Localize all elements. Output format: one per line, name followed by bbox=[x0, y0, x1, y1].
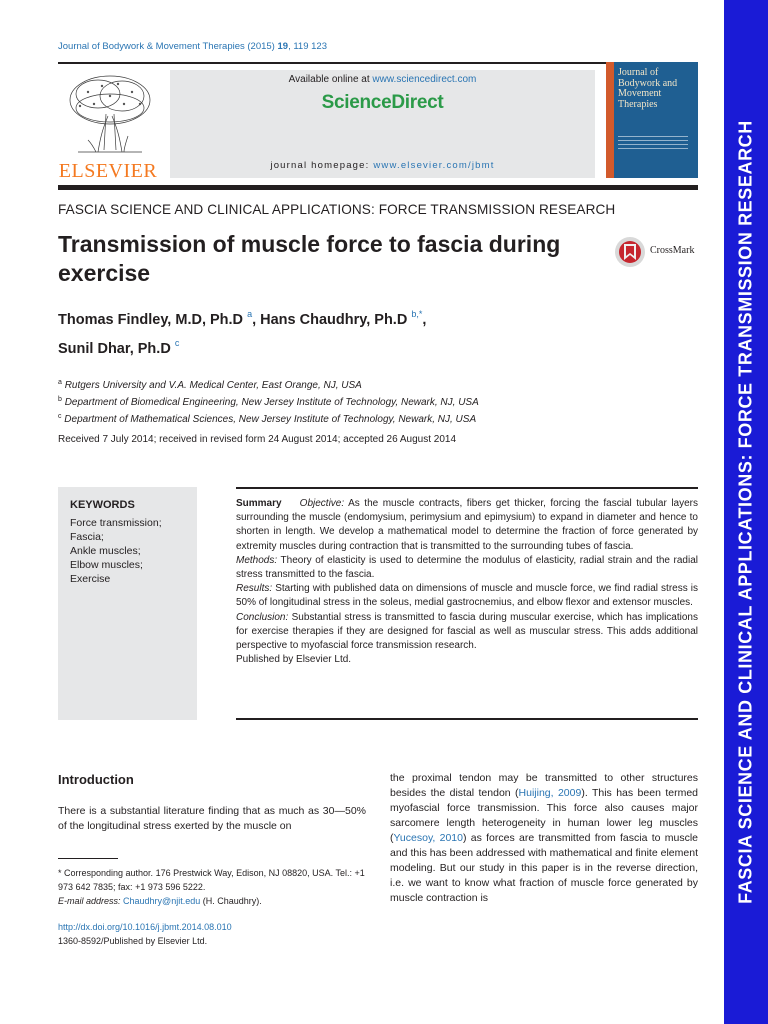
cover-spine bbox=[606, 62, 614, 178]
corresponding-footnote bbox=[58, 866, 366, 908]
abstract-bottom-rule bbox=[236, 718, 698, 720]
abstract-top-rule bbox=[236, 487, 698, 489]
keyword-item: Fascia; bbox=[70, 531, 104, 543]
sciencedirect-link[interactable]: www.sciencedirect.com bbox=[372, 74, 477, 85]
doi-link[interactable]: http://dx.doi.org/10.1016/j.jbmt.2014.08.010 bbox=[58, 922, 232, 932]
sciencedirect-logo[interactable]: ScienceDirect bbox=[321, 92, 444, 113]
corresponding-author: * Corresponding author. 176 Prestwick Way, Edison, NJ 08820, USA. Tel.: +1 973 642 7835; fax: +1 973 596 5222. bbox=[58, 868, 365, 892]
affiliation-mark: b bbox=[58, 396, 62, 403]
abstract-results bbox=[236, 582, 698, 610]
crossmark-label: CrossMark bbox=[650, 245, 695, 256]
crossmark-icon bbox=[614, 236, 646, 268]
affiliation-text: Rutgers University and V.A. Medical Center, East Orange, NJ, USA bbox=[64, 380, 362, 391]
methods-label: Methods: bbox=[236, 554, 278, 566]
keyword-item: Force transmission; bbox=[70, 517, 162, 529]
affiliation-mark: c bbox=[58, 413, 62, 420]
homepage-label: journal homepage: bbox=[270, 160, 374, 171]
available-online bbox=[170, 74, 595, 85]
journal-name: Journal of Bodywork & Movement Therapies (2015) bbox=[58, 41, 275, 52]
cover-text-lines bbox=[618, 136, 688, 152]
header-bottom-rule bbox=[58, 185, 698, 190]
doi-block bbox=[58, 920, 232, 948]
affiliation-text: Department of Biomedical Engineering, New Jersey Institute of Technology, Newark, NJ, USA bbox=[64, 397, 479, 408]
side-band bbox=[724, 0, 768, 1024]
summary-label: Summary bbox=[236, 498, 282, 509]
conclusion-label: Conclusion: bbox=[236, 611, 289, 623]
keyword-item: Exercise bbox=[70, 573, 111, 585]
email-line bbox=[58, 894, 366, 908]
footnote-rule bbox=[58, 858, 118, 859]
objective-label: Objective: bbox=[299, 498, 345, 509]
journal-cover-image[interactable] bbox=[606, 62, 698, 178]
cover-title: Journal of Bodywork and Movement Therapies bbox=[618, 67, 678, 110]
keywords-box bbox=[58, 487, 197, 720]
body-column-2 bbox=[390, 771, 698, 906]
affiliation-item bbox=[58, 393, 479, 410]
author-name: Hans Chaudhry, Ph.D bbox=[260, 312, 408, 328]
author-list: Thomas Findley, M.D, Ph.D $^a$, Hans Chaudhry, Ph.D $^{b,*}$, Sunil Dhar, Ph.D $^c$ bbox=[58, 309, 427, 357]
affiliation-text: Department of Mathematical Sciences, New Jersey Institute of Technology, Newark, NJ, USA bbox=[64, 414, 477, 425]
homepage-link[interactable]: www.elsevier.com/jbmt bbox=[373, 160, 495, 171]
body-text: the proximal tendon may be transmitted to other structures besides the distal tendon ( bbox=[390, 772, 698, 799]
email-link[interactable]: Chaudhry@njit.edu bbox=[123, 896, 201, 906]
article-title: Transmission of muscle force to fascia during exercise bbox=[58, 231, 561, 286]
abstract-published: Published by Elsevier Ltd. bbox=[236, 654, 352, 666]
side-band-text: FASCIA SCIENCE AND CLINICAL APPLICATIONS: FORCE TRANSMISSION RESEARCH bbox=[735, 120, 756, 904]
body-text: ). This has been termed myofascial force transmission. This force also causes major sarcomere length heterogeneity in human lower leg muscles ( bbox=[390, 787, 698, 844]
author-affiliation-mark[interactable]: b,* bbox=[411, 309, 423, 319]
header-top-rule bbox=[58, 62, 698, 64]
section-heading: FASCIA SCIENCE AND CLINICAL APPLICATIONS: FORCE TRANSMISSION RESEARCH bbox=[58, 202, 616, 217]
crossmark-button[interactable] bbox=[614, 236, 698, 266]
keyword-item: Ankle muscles; bbox=[70, 545, 141, 557]
email-label: E-mail address: bbox=[58, 896, 124, 906]
abstract-objective bbox=[236, 497, 698, 554]
elsevier-wordmark: ELSEVIER bbox=[58, 160, 158, 182]
author-affiliation-mark[interactable]: a bbox=[247, 309, 253, 319]
keywords-list bbox=[70, 516, 162, 586]
author-affiliation-mark[interactable]: c bbox=[174, 338, 180, 348]
body-text: ) as forces are transmitted from fascia to muscle and this has been addressed with mathematical and finite element modeling. But our study in this paper is in the reverse direction, i.e. we want to know what fraction of muscle force generated by muscle contraction is bbox=[390, 832, 699, 904]
abstract-conclusion bbox=[236, 611, 698, 654]
objective-text: As the muscle contracts, fibers get thicker, forcing the fascial tubular layers surrounding the muscle (endomysium, perimysium and epimysium) to expand in diameter and hence to shorten in length. We develop a mathematical model to determine the fraction of force generated by extremity muscles during contraction that is transmitted to the surrounding tubes of fascia. bbox=[236, 498, 698, 552]
conclusion-text: Substantial stress is transmitted to fascia during muscular exercise, which has implications for exercise therapies if they are designed for fascial as well as muscular stress. This adds additional perspective to myofascial force transmission research. bbox=[236, 611, 698, 652]
journal-pages: , 119 123 bbox=[288, 41, 327, 52]
author-name: Thomas Findley, M.D, Ph.D bbox=[58, 312, 244, 328]
received-dates: Received 7 July 2014; received in revised form 24 August 2014; accepted 26 August 2014 bbox=[58, 434, 457, 445]
affiliation-item bbox=[58, 376, 479, 393]
reference-link[interactable]: Yucesoy, 2010 bbox=[393, 832, 463, 844]
keyword-item: Elbow muscles; bbox=[70, 559, 143, 571]
available-label: Available online at bbox=[288, 74, 373, 85]
keywords-heading: KEYWORDS bbox=[70, 499, 135, 511]
email-suffix: (H. Chaudhry). bbox=[200, 896, 262, 906]
affiliation-mark: a bbox=[58, 379, 62, 386]
introduction-text: There is a substantial literature finding that as much as 30—50% of the longitudinal stress exerted by the muscle on bbox=[58, 805, 366, 832]
journal-homepage bbox=[170, 160, 595, 171]
issn-line: 1360-8592/Published by Elsevier Ltd. bbox=[58, 936, 208, 946]
affiliations bbox=[58, 376, 479, 427]
introduction-heading: Introduction bbox=[58, 772, 134, 787]
journal-citation[interactable] bbox=[58, 41, 327, 52]
abstract-methods bbox=[236, 554, 698, 582]
author-name: Sunil Dhar, Ph.D bbox=[58, 341, 171, 357]
abstract bbox=[236, 497, 698, 667]
results-label: Results: bbox=[236, 583, 273, 595]
journal-volume: 19 bbox=[277, 41, 289, 52]
affiliation-item bbox=[58, 410, 479, 427]
methods-text: Theory of elasticity is used to determine the modulus of elasticity, radial strain and the radial stress transmitted to the fascia. bbox=[236, 554, 698, 581]
reference-link[interactable]: Huijing, 2009 bbox=[518, 787, 582, 799]
results-text: Starting with published data on dimensions of muscle and muscle force, we find radial stress is 50% of longitudinal stress in the soleus, medial gastrocnemius, and elbow flexor and extensor muscles. bbox=[236, 583, 698, 609]
